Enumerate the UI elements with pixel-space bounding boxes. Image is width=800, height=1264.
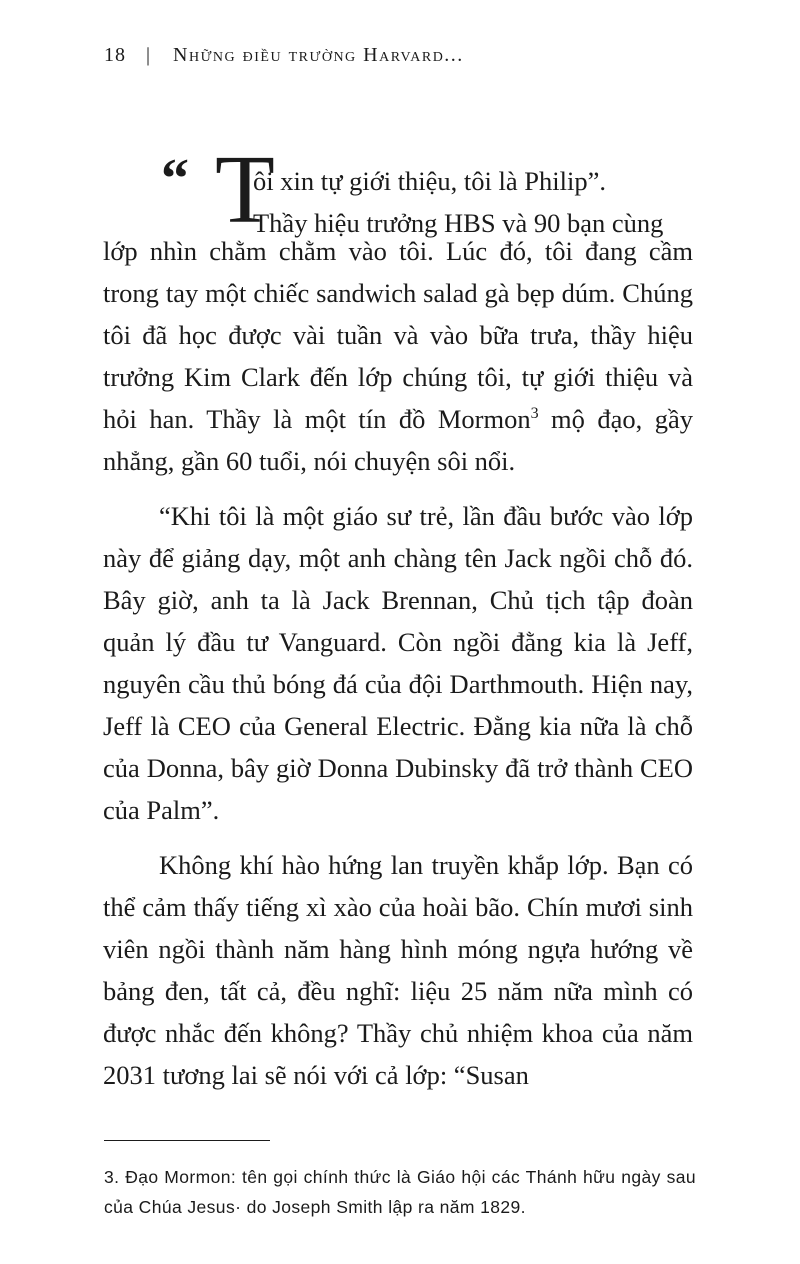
second-line: Thầy hiệu trưởng HBS và 90 bạn cùng <box>253 208 664 238</box>
footnote-rule <box>104 1140 270 1141</box>
footnote-reference: 3 <box>530 405 539 422</box>
opening-quote-mark: “ <box>161 148 189 210</box>
footnote: 3. Đạo Mormon: tên gọi chính thức là Giáo hội các Thánh hữu ngày sau của Chúa Jesus· do Joseph Smith lập ra năm 1829. <box>104 1167 696 1217</box>
paragraph-1 <box>103 230 693 482</box>
running-header <box>104 44 704 67</box>
first-line: ôi xin tự giới thiệu, tôi là Philip”. <box>253 166 606 196</box>
paragraph-3: Không khí hào hứng lan truyền khắp lớp. Bạn có thể cảm thấy tiếng xì xào của hoài bão. Chín mươi sinh viên ngồi thành năm hàng hình móng ngựa hướng về bảng đen, tất cả, đều nghĩ: liệu 25 năm nữa mình có được nhắc đến không? Thầy chủ nhiệm khoa của năm 2031 tương lai sẽ nói với cả lớp: “Susan <box>103 850 693 1090</box>
paragraph-1-text: lớp nhìn chằm chằm vào tôi. Lúc đó, tôi đang cầm trong tay một chiếc sandwich salad gà bẹp dúm. Chúng tôi đã học được vài tuần và vào bữa trưa, thầy hiệu trưởng Kim Clark đến lớp chúng tôi, tự giới thiệu và hỏi han. Thầy là một tín đồ Mormon <box>103 236 693 434</box>
paragraph-1-end: mộ đạo, gầy nhẳng, gần 60 tuổi, nói chuyện sôi nổi. <box>103 404 693 476</box>
paragraph-2: “Khi tôi là một giáo sư trẻ, lần đầu bước vào lớp này để giảng dạy, một anh chàng tên Jack ngồi chỗ đó. Bây giờ, anh ta là Jack Brennan, Chủ tịch tập đoàn quản lý đầu tư Vanguard. Còn ngồi đằng kia là Jeff, nguyên cầu thủ bóng đá của đội Darthmouth. Hiện nay, Jeff là CEO của General Electric. Đằng kia nữa là chỗ của Donna, bây giờ Donna Dubinsky đã trở thành CEO của Palm”. <box>103 501 693 825</box>
header-separator: | <box>146 44 152 66</box>
page-number: 18 <box>104 44 126 66</box>
opening-lines <box>103 136 693 244</box>
running-title: Những điều trường Harvard... <box>173 44 464 66</box>
body-text <box>103 136 693 1096</box>
drop-cap: T <box>215 136 275 244</box>
